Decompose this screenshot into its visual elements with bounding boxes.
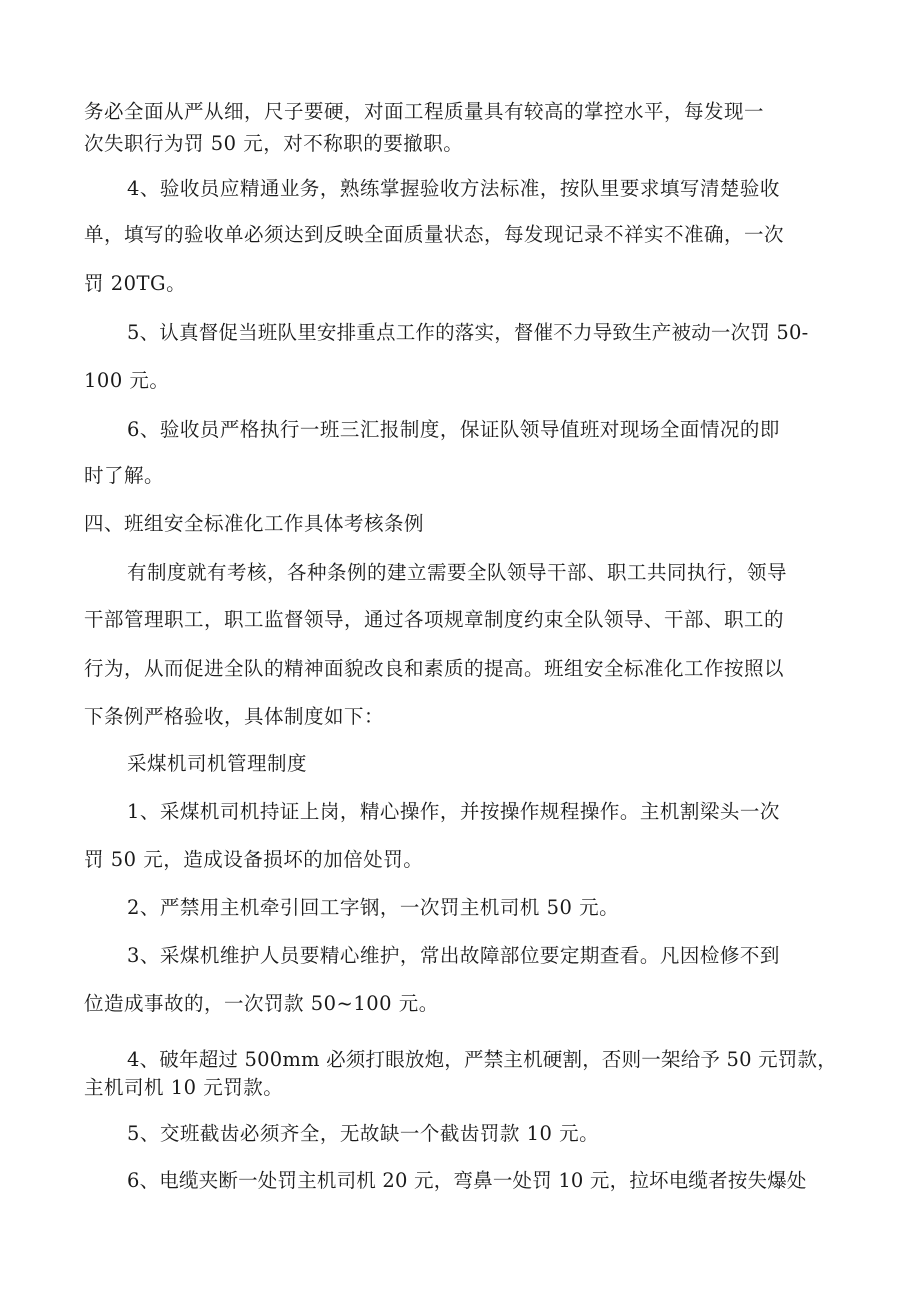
body-text-line: 时了解。 <box>84 464 165 487</box>
body-text-line: 单，填写的验收单必须达到反映全面质量状态，每发现记录不祥实不准确，一次 <box>84 223 785 246</box>
body-text-line: 主机司机 10 元罚款。 <box>84 1076 284 1099</box>
body-text-line: 1、采煤机司机持证上岗，精心操作，并按操作规程操作。主机割梁头一次 <box>127 800 780 823</box>
body-text-line: 6、电缆夹断一处罚主机司机 20 元，弯鼻一处罚 10 元，拉坏电缆者按失爆处 <box>127 1169 807 1192</box>
body-text-line: 下条例严格验收，具体制度如下： <box>84 705 385 728</box>
body-text-line: 5、认真督促当班队里安排重点工作的落实，督催不力导致生产被动一次罚 50- <box>127 321 809 344</box>
subsection-heading: 采煤机司机管理制度 <box>127 752 308 775</box>
body-text-line: 罚 50 元，造成设备损坏的加倍处罚。 <box>84 848 424 871</box>
body-text-line: 行为，从而促进全队的精神面貌改良和素质的提高。班组安全标准化工作按照以 <box>84 657 785 680</box>
body-text-line: 有制度就有考核，各种条例的建立需要全队领导干部、职工共同执行，领导 <box>127 561 788 584</box>
body-text-line: 100 元。 <box>84 369 170 392</box>
body-text-line: 6、验收员严格执行一班三汇报制度，保证队领导值班对现场全面情况的即 <box>127 418 780 441</box>
body-text-line: 5、交班截齿必须齐全，无故缺一个截齿罚款 10 元。 <box>127 1122 600 1145</box>
body-text-line: 4、破年超过 500mm 必须打眼放炮，严禁主机硬割，否则一架给予 50 元罚款， <box>127 1048 837 1071</box>
body-text-line: 务必全面从严从细，尺子要硬，对面工程质量具有较高的掌控水平，每发现一 <box>84 100 765 123</box>
body-text-line: 4、验收员应精通业务，熟练掌握验收方法标准，按队里要求填写清楚验收 <box>127 177 780 200</box>
body-text-line: 3、采煤机维护人员要精心维护，常出故障部位要定期查看。凡因检修不到 <box>127 944 780 967</box>
section-heading: 四、班组安全标准化工作具体考核条例 <box>84 512 425 535</box>
body-text-line: 罚 20TG。 <box>84 272 187 295</box>
body-text-line: 2、严禁用主机牵引回工字钢，一次罚主机司机 50 元。 <box>127 896 620 919</box>
body-text-line: 次失职行为罚 50 元，对不称职的要撤职。 <box>84 132 464 155</box>
body-text-line: 位造成事故的，一次罚款 50~100 元。 <box>84 992 439 1015</box>
body-text-line: 干部管理职工，职工监督领导，通过各项规章制度约束全队领导、干部、职工的 <box>84 608 785 631</box>
